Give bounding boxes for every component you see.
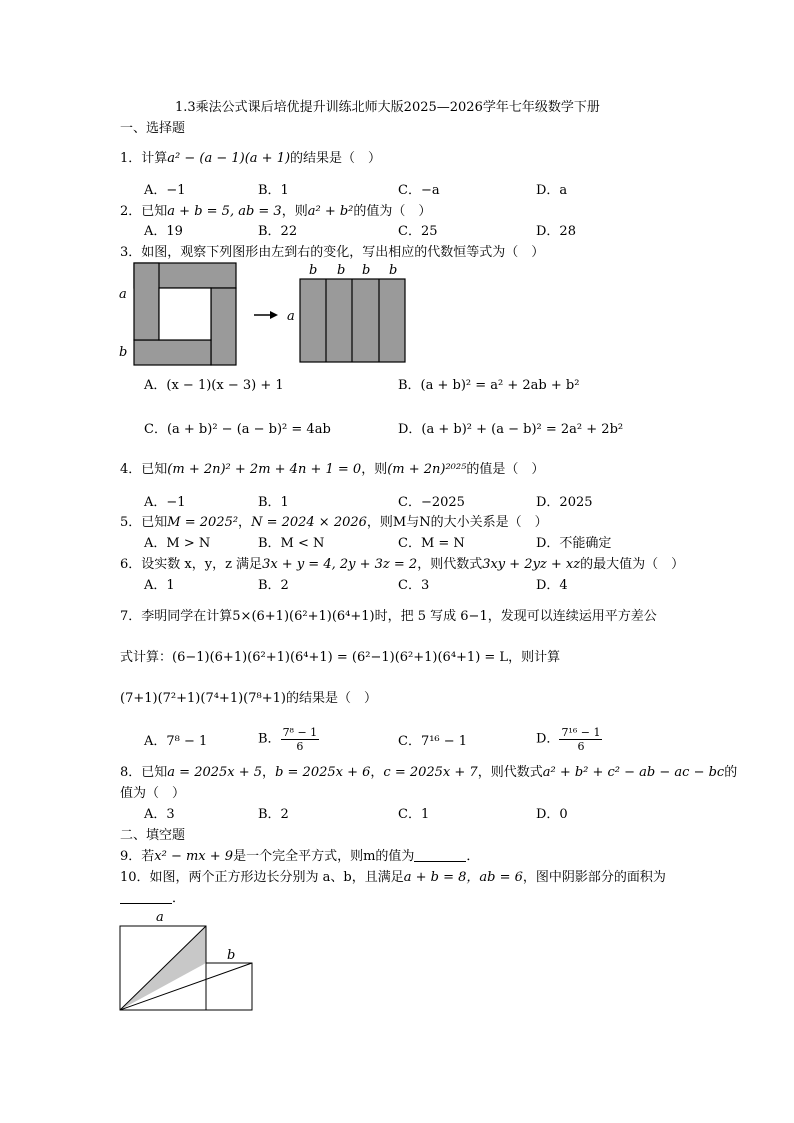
q6-option-b: B．2 bbox=[258, 578, 289, 593]
q10-stem-post: ，图中阴影部分的面积为 bbox=[522, 870, 666, 885]
section-choice-heading: 一、选择题 bbox=[120, 121, 186, 136]
q2-option-b: B．22 bbox=[258, 224, 298, 239]
q6-stem-pre: 6．设实数 x，y，z 满足 bbox=[120, 557, 263, 572]
q7-option-b-numerator: 7⁸ − 1 bbox=[282, 726, 318, 739]
q4-stem-pre: 4．已知 bbox=[120, 462, 168, 477]
question-8-line-1 bbox=[120, 765, 737, 781]
q8-option-a: A．3 bbox=[144, 807, 175, 822]
q3-frame-left bbox=[134, 263, 159, 340]
q9-end: ． bbox=[466, 849, 480, 864]
q7-line1-expr: 5×(6+1)(6²+1)(6⁴+1) bbox=[232, 609, 375, 624]
question-7-line-2 bbox=[120, 650, 560, 666]
q5-cond-2: N = 2024 × 2026 bbox=[251, 515, 367, 530]
q1-option-c: C．−a bbox=[398, 183, 440, 198]
q4-expr: (m + 2n)²⁰²⁵ bbox=[387, 462, 467, 477]
question-1 bbox=[120, 151, 381, 167]
q3-inner-square bbox=[159, 288, 211, 340]
q3-label-b-left: b bbox=[119, 345, 128, 360]
q8-sep-2: ， bbox=[370, 765, 384, 780]
q5-stem-post: ，则M与N的大小关系是（ ） bbox=[366, 515, 548, 530]
q10-cond: a + b = 8，ab = 6 bbox=[403, 870, 523, 885]
q3-arrow-head bbox=[270, 311, 278, 319]
q9-stem-post: 是一个完全平方式，则m的值为 bbox=[233, 849, 415, 864]
q6-expr: 3xy + 2yz + xz bbox=[482, 557, 581, 572]
q9-answer-blank[interactable] bbox=[414, 849, 466, 862]
q3-option-a: A．(x − 1)(x − 3) + 1 bbox=[144, 378, 284, 393]
q1-option-a: A．−1 bbox=[144, 183, 186, 198]
q4-option-c: C．−2025 bbox=[398, 495, 465, 510]
q5-option-a: A．M > N bbox=[144, 536, 211, 551]
q2-option-c: C．25 bbox=[398, 224, 438, 239]
q8-option-c: C．1 bbox=[398, 807, 430, 822]
q7-option-c: C．7¹⁶ − 1 bbox=[398, 734, 468, 749]
q7-option-a: A．7⁸ − 1 bbox=[144, 734, 208, 749]
q2-stem-pre: 2．已知 bbox=[120, 204, 168, 219]
q5-separator: ， bbox=[238, 515, 252, 530]
q6-stem-mid: ，则代数式 bbox=[417, 557, 483, 572]
question-10 bbox=[120, 870, 666, 886]
q8-stem-mid: ，则代数式 bbox=[477, 765, 543, 780]
q6-cond: 3x + y = 4, 2y + 3z = 2 bbox=[262, 557, 418, 572]
q8-sep-1: ， bbox=[262, 765, 276, 780]
q4-option-a: A．−1 bbox=[144, 495, 186, 510]
q3-frame-right bbox=[211, 288, 236, 365]
question-4 bbox=[120, 462, 544, 478]
q3-frame-bottom bbox=[134, 340, 211, 365]
q8-option-d: D．0 bbox=[536, 807, 568, 822]
q3-label-a-right: a bbox=[287, 309, 295, 324]
q7-line1-pre: 7．李明同学在计算 bbox=[120, 609, 233, 624]
q5-cond-1: M = 2025² bbox=[167, 515, 239, 530]
q8-option-b: B．2 bbox=[258, 807, 289, 822]
q6-stem-post: 的最大值为（ ） bbox=[580, 557, 685, 572]
q10-answer-blank[interactable] bbox=[120, 891, 172, 904]
question-8-line-2: 值为（ ） bbox=[120, 786, 186, 801]
q1-expr: a² − (a − 1)(a + 1) bbox=[167, 151, 291, 166]
q6-option-d: D．4 bbox=[536, 578, 568, 593]
q5-option-d: D．不能确定 bbox=[536, 536, 612, 551]
q7-option-b bbox=[258, 726, 319, 753]
q8-expr: a² + b² + c² − ab − ac − bc bbox=[542, 765, 725, 780]
q1-stem-pre: 1．计算 bbox=[120, 151, 168, 166]
q10-stem-pre: 10．如图，两个正方形边长分别为 a、b，且满足 bbox=[120, 870, 404, 885]
q3-label-b-1: b bbox=[309, 263, 318, 278]
q2-option-a: A．19 bbox=[144, 224, 183, 239]
q7-line2-pre: 式计算： bbox=[120, 650, 173, 665]
q5-option-c: C．M = N bbox=[398, 536, 465, 551]
q3-label-b-3: b bbox=[362, 263, 371, 278]
q8-stem-pre: 8．已知 bbox=[120, 765, 168, 780]
question-7-line-1 bbox=[120, 609, 657, 625]
q3-option-b: B．(a + b)² = a² + 2ab + b² bbox=[398, 378, 580, 393]
q7-option-d-label: D． bbox=[536, 731, 560, 747]
q3-label-a-left: a bbox=[119, 287, 127, 302]
q3-figure bbox=[116, 262, 416, 370]
section-fill-heading: 二、填空题 bbox=[120, 828, 186, 843]
q7-line3-post: 的结果是（ ） bbox=[285, 691, 377, 706]
q10-figure bbox=[118, 924, 258, 1012]
q7-line2-expr: (6−1)(6+1)(6²+1)(6⁴+1) = (6²−1)(6²+1)(6⁴+1) = L bbox=[172, 650, 509, 665]
q10-small-square bbox=[206, 963, 252, 1010]
q2-option-d: D．28 bbox=[536, 224, 576, 239]
q8-cond-b: b = 2025x + 6 bbox=[275, 765, 371, 780]
question-2 bbox=[120, 204, 431, 220]
q2-cond: a + b = 5, ab = 3 bbox=[167, 204, 282, 219]
q9-stem-pre: 9．若 bbox=[120, 849, 155, 864]
q10-end: ． bbox=[172, 891, 186, 906]
q6-option-a: A．1 bbox=[144, 578, 175, 593]
question-6 bbox=[120, 557, 684, 573]
q3-option-d: D．(a + b)² + (a − b)² = 2a² + 2b² bbox=[398, 422, 624, 437]
question-3: 3．如图，观察下列图形由左到右的变化，写出相应的代数恒等式为（ ） bbox=[120, 245, 545, 260]
question-5 bbox=[120, 515, 548, 531]
question-10-line-2 bbox=[120, 891, 185, 907]
q8-cond-c: c = 2025x + 7 bbox=[383, 765, 478, 780]
q2-stem-post: 的值为（ ） bbox=[353, 204, 432, 219]
q8-cond-a: a = 2025x + 5 bbox=[167, 765, 263, 780]
q7-option-d-denominator: 6 bbox=[577, 740, 585, 753]
q1-stem-post: 的结果是（ ） bbox=[290, 151, 382, 166]
q7-option-d-fraction bbox=[559, 726, 602, 753]
q7-line1-post: 时，把 5 写成 6−1，发现可以连续运用平方差公 bbox=[374, 609, 657, 624]
q4-cond: (m + 2n)² + 2m + 4n + 1 = 0 bbox=[167, 462, 362, 477]
q7-option-b-denominator: 6 bbox=[296, 740, 304, 753]
q7-option-d-numerator: 7¹⁶ − 1 bbox=[561, 726, 601, 739]
q6-option-c: C．3 bbox=[398, 578, 430, 593]
q2-stem-mid: ，则 bbox=[281, 204, 308, 219]
q7-option-d bbox=[536, 726, 602, 753]
q4-option-b: B．1 bbox=[258, 495, 289, 510]
q7-option-b-fraction bbox=[281, 726, 320, 753]
q9-expr: x² − mx + 9 bbox=[154, 849, 234, 864]
q8-stem-post: 的 bbox=[724, 765, 738, 780]
q10-label-b: b bbox=[227, 948, 236, 963]
question-7-line-3 bbox=[120, 691, 377, 707]
q10-label-a: a bbox=[156, 910, 164, 925]
q7-line2-post: ，则计算 bbox=[508, 650, 561, 665]
question-9 bbox=[120, 849, 479, 865]
q5-stem-pre: 5．已知 bbox=[120, 515, 168, 530]
q1-option-b: B．1 bbox=[258, 183, 289, 198]
q5-option-b: B．M < N bbox=[258, 536, 325, 551]
q3-option-c: C．(a + b)² − (a − b)² = 4ab bbox=[144, 422, 331, 437]
page-title: 1.3乘法公式课后培优提升训练北师大版2025—2026学年七年级数学下册 bbox=[175, 100, 600, 115]
q4-stem-mid: ，则 bbox=[361, 462, 388, 477]
q4-option-d: D．2025 bbox=[536, 495, 593, 510]
q3-label-b-4: b bbox=[389, 263, 398, 278]
q7-line3-expr: (7+1)(7²+1)(7⁴+1)(7⁸+1) bbox=[120, 691, 286, 706]
q1-option-d: D．a bbox=[536, 183, 568, 198]
q2-expr: a² + b² bbox=[307, 204, 354, 219]
q7-option-b-label: B． bbox=[258, 731, 281, 747]
q3-label-b-2: b bbox=[337, 263, 346, 278]
q4-stem-post: 的值是（ ） bbox=[466, 462, 545, 477]
